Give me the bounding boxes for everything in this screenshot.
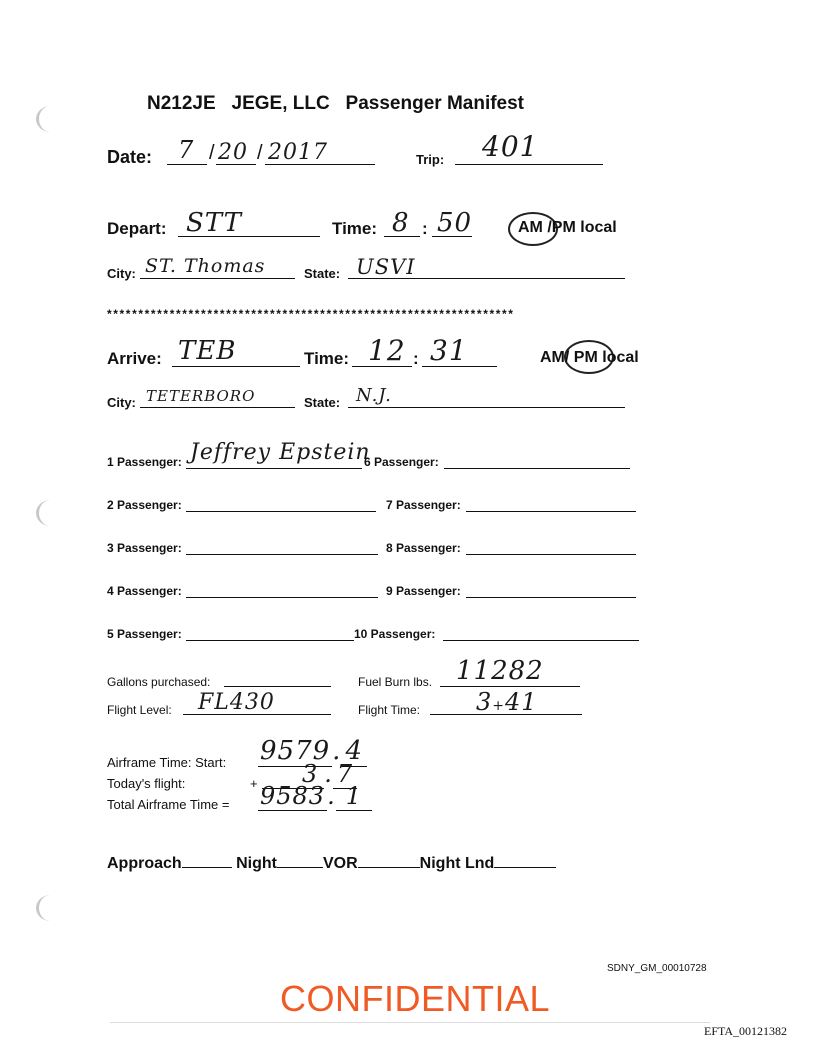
arrive-state: N.J. bbox=[356, 385, 392, 406]
efta-number: EFTA_00121382 bbox=[704, 1024, 788, 1038]
arrive-local: local bbox=[602, 349, 639, 366]
separator-asterisks: ***************************************************************** bbox=[107, 307, 515, 321]
passenger-7-label: 7 Passenger: bbox=[386, 498, 461, 512]
depart-hour: 8 bbox=[392, 208, 410, 238]
arrive-state-label: State: bbox=[304, 395, 341, 410]
passenger-9-line bbox=[466, 597, 636, 598]
night-lnd-label: Night Lnd bbox=[419, 855, 495, 872]
depart-minute: 50 bbox=[437, 208, 473, 238]
arrive-city-line bbox=[140, 407, 295, 408]
arrive-state-line bbox=[348, 407, 625, 408]
todays-flight-dot: . bbox=[324, 760, 333, 788]
flight-level-label: Flight Level: bbox=[107, 703, 172, 717]
arrive-label: Arrive: bbox=[107, 349, 162, 368]
night-label: Night bbox=[236, 855, 277, 872]
passenger-2-label: 2 Passenger: bbox=[107, 498, 182, 512]
gallons-label: Gallons purchased: bbox=[107, 675, 211, 689]
fuel-burn-value: 11282 bbox=[456, 656, 544, 686]
flight-time-minutes: 41 bbox=[505, 688, 538, 716]
date-month: 7 bbox=[178, 136, 195, 164]
flight-time-hours: 3 bbox=[476, 688, 493, 716]
todays-flight-tenth: 7 bbox=[333, 760, 357, 789]
passenger-5-label: 5 Passenger: bbox=[107, 627, 182, 641]
depart-colon: : bbox=[422, 219, 428, 238]
date-sep-2: / bbox=[257, 142, 263, 164]
arrive-ampm bbox=[540, 349, 639, 367]
depart-state-label: State: bbox=[304, 266, 341, 281]
passenger-4-label: 4 Passenger: bbox=[107, 584, 182, 598]
binder-hole-top bbox=[36, 106, 65, 132]
confidential-stamp: CONFIDENTIAL bbox=[280, 978, 551, 1019]
date-day: 20 bbox=[218, 140, 248, 165]
passenger-1-line bbox=[186, 468, 362, 469]
passenger-3-label: 3 Passenger: bbox=[107, 541, 182, 555]
passenger-1-value: Jeffrey Epstein bbox=[190, 440, 371, 465]
arrive-time-label: Time: bbox=[304, 349, 350, 368]
arrive-slash: / bbox=[564, 349, 570, 366]
passenger-5-line bbox=[186, 640, 354, 641]
depart-pm: PM bbox=[551, 219, 576, 236]
passenger-4-line bbox=[186, 597, 378, 598]
date-label: Date: bbox=[107, 147, 153, 167]
passenger-8-label: 8 Passenger: bbox=[386, 541, 461, 555]
arrive-pm: PM bbox=[573, 349, 598, 366]
flight-time-plus: + bbox=[492, 698, 506, 714]
arrive-hour: 12 bbox=[368, 334, 406, 367]
binder-hole-bottom bbox=[36, 895, 65, 921]
arrive-am: AM bbox=[540, 349, 565, 366]
depart-city-line bbox=[140, 278, 295, 279]
fuel-burn-line bbox=[440, 686, 580, 687]
arrive-colon: : bbox=[413, 349, 419, 368]
total-airframe-label: Total Airframe Time = bbox=[107, 797, 230, 812]
approach-row bbox=[107, 855, 556, 873]
flight-time-value bbox=[476, 688, 538, 716]
passenger-2-line bbox=[186, 511, 376, 512]
arrive-city-label: City: bbox=[107, 395, 136, 410]
arrive-minute: 31 bbox=[430, 334, 468, 367]
airframe-start-whole: 9579 bbox=[260, 736, 331, 766]
depart-value: STT bbox=[186, 208, 242, 238]
depart-time-label: Time: bbox=[332, 219, 378, 238]
company-name: JEGE, LLC bbox=[231, 93, 330, 114]
airframe-start-label: Airframe Time: Start: bbox=[107, 755, 227, 770]
total-airframe-value bbox=[258, 782, 372, 810]
total-airframe-whole: 9583 bbox=[260, 782, 326, 810]
total-airframe-dot: . bbox=[327, 782, 336, 810]
night-lnd-line bbox=[494, 867, 556, 868]
bates-number: SDNY_GM_00010728 bbox=[607, 963, 707, 974]
document-title: Passenger Manifest bbox=[345, 93, 525, 114]
trip-value: 401 bbox=[482, 130, 539, 163]
flight-time-label: Flight Time: bbox=[358, 703, 421, 717]
airframe-start-tenth: 4 bbox=[341, 736, 367, 767]
passenger-10-line bbox=[443, 640, 639, 641]
arrive-value: TEB bbox=[178, 336, 237, 366]
vor-line bbox=[358, 867, 420, 868]
passenger-1-label: 1 Passenger: bbox=[107, 455, 182, 469]
passenger-6-line bbox=[444, 468, 630, 469]
todays-flight-whole: 3 bbox=[262, 760, 324, 789]
arrive-city: TETERBORO bbox=[146, 387, 256, 405]
passenger-9-label: 9 Passenger: bbox=[386, 584, 461, 598]
depart-city: ST. Thomas bbox=[145, 255, 266, 277]
manifest-header bbox=[147, 93, 524, 115]
todays-flight-plus: + bbox=[250, 776, 258, 791]
approach-label: Approach bbox=[107, 855, 182, 872]
depart-state: USVI bbox=[356, 255, 416, 279]
depart-ampm bbox=[518, 219, 617, 237]
depart-city-label: City: bbox=[107, 266, 136, 281]
arrive-line bbox=[172, 366, 300, 367]
passenger-10-label: 10 Passenger: bbox=[354, 627, 436, 641]
trip-line bbox=[455, 164, 603, 165]
fuel-burn-label: Fuel Burn lbs. bbox=[358, 675, 433, 689]
vor-label: VOR bbox=[323, 855, 358, 872]
passenger-6-label: 6 Passenger: bbox=[364, 455, 439, 469]
date-year: 2017 bbox=[268, 140, 328, 165]
depart-slash: / bbox=[547, 219, 552, 236]
night-line bbox=[277, 867, 323, 868]
date-month-line bbox=[167, 164, 207, 165]
approach-line bbox=[182, 867, 232, 868]
todays-flight-label: Today's flight: bbox=[107, 776, 186, 791]
page-divider bbox=[110, 1022, 710, 1023]
depart-label: Depart: bbox=[107, 219, 167, 238]
flight-level-value: FL430 bbox=[198, 690, 275, 715]
gallons-line bbox=[224, 686, 331, 687]
depart-am: AM bbox=[518, 219, 543, 236]
passenger-7-line bbox=[466, 511, 636, 512]
date-sep-1: / bbox=[209, 142, 215, 164]
depart-local: local bbox=[580, 219, 617, 236]
binder-hole-middle bbox=[36, 500, 65, 526]
passenger-8-line bbox=[466, 554, 636, 555]
trip-label: Trip: bbox=[416, 152, 445, 167]
tail-number: N212JE bbox=[147, 93, 216, 114]
airframe-start-dot: . bbox=[332, 736, 342, 766]
passenger-3-line bbox=[186, 554, 378, 555]
total-airframe-tenth: 1 bbox=[336, 782, 372, 811]
